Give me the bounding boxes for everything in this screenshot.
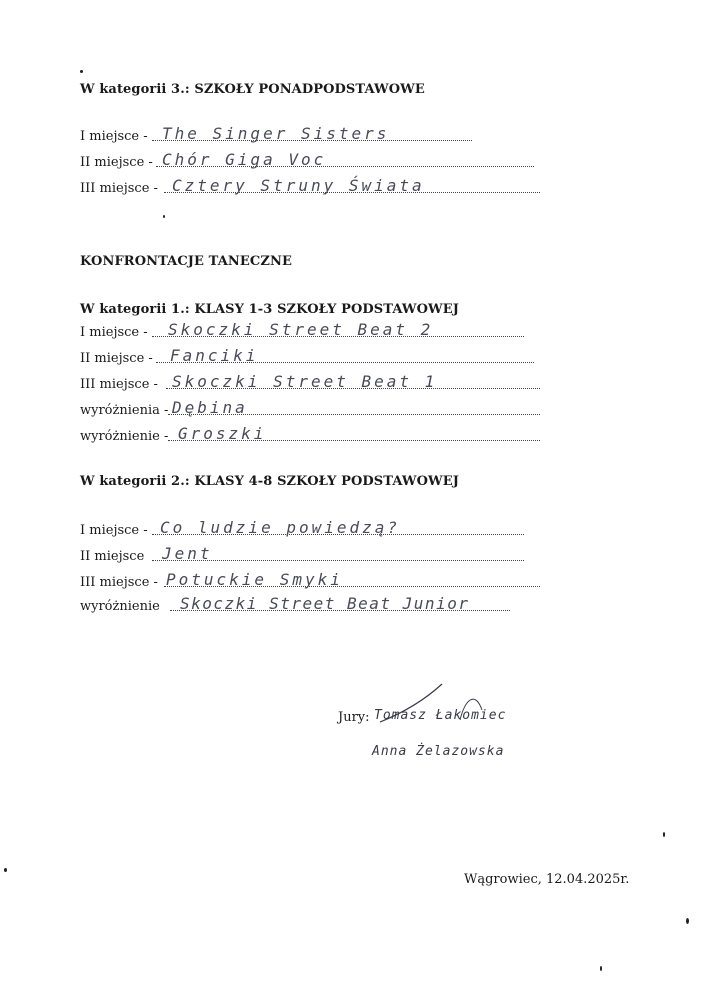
handwritten-entry: Skoczki Street Beat 2 (168, 320, 434, 339)
scan-speck (80, 70, 83, 73)
row-label: II miejsce - (80, 155, 153, 170)
row-label: wyróżnienie - (80, 429, 169, 444)
row-label: I miejsce - (80, 129, 148, 144)
jury-label: Jury: (338, 710, 370, 725)
handwritten-entry: Skoczki Street Beat 1 (172, 372, 438, 391)
signature-2: Anna Żelazowska (372, 744, 505, 759)
dance1-row-5 (80, 424, 550, 444)
handwritten-entry: Cztery Struny Świata (172, 176, 425, 195)
handwritten-entry: Fanciki (170, 346, 259, 365)
scan-speck (686, 918, 689, 924)
scan-speck (663, 832, 665, 837)
dance1-row-2 (80, 346, 550, 366)
signature-1: Tomasz Łakomiec (374, 708, 507, 723)
dance2-heading: W kategorii 2.: KLASY 4-8 SZKOŁY PODSTAWOWEJ (80, 474, 459, 489)
dance1-row-4 (80, 398, 550, 418)
handwritten-entry: Chór Giga Voc (162, 150, 327, 169)
row-label: II miejsce - (80, 351, 153, 366)
dance1-heading: W kategorii 1.: KLASY 1-3 SZKOŁY PODSTAWOWEJ (80, 302, 459, 317)
handwritten-entry: The Singer Sisters (162, 124, 390, 143)
dance2-row-2 (80, 544, 550, 564)
row-label: II miejsce (80, 549, 145, 564)
scan-speck (600, 966, 602, 971)
cat3-row-1 (80, 124, 550, 144)
dance1-row-3 (80, 372, 550, 392)
handwritten-entry: Skoczki Street Beat Junior (180, 594, 470, 613)
row-label: wyróżnienia - (80, 403, 169, 418)
handwritten-entry: Co ludzie powiedzą? (160, 518, 401, 537)
row-label: III miejsce - (80, 377, 158, 392)
row-label: wyróżnienie (80, 599, 160, 614)
dance-section-title: KONFRONTACJE TANECZNE (80, 254, 292, 269)
dance2-row-3 (80, 570, 550, 590)
row-label: I miejsce - (80, 325, 148, 340)
handwritten-entry: Jent (162, 544, 213, 563)
dance2-row-1 (80, 518, 550, 538)
handwritten-entry: Potuckie Smyki (166, 570, 343, 589)
dance1-row-1 (80, 320, 550, 340)
cat3-row-3 (80, 176, 550, 196)
scan-speck (163, 215, 165, 218)
cat3-row-2 (80, 150, 550, 170)
row-label: I miejsce - (80, 523, 148, 538)
row-label: III miejsce - (80, 575, 158, 590)
handwritten-entry: Dębina (172, 398, 248, 417)
scan-speck (4, 868, 7, 872)
dance2-row-4 (80, 594, 550, 614)
cat3-heading: W kategorii 3.: SZKOŁY PONADPODSTAWOWE (80, 82, 425, 97)
row-label: III miejsce - (80, 181, 158, 196)
place-date: Wągrowiec, 12.04.2025r. (464, 872, 630, 887)
handwritten-entry: Groszki (178, 424, 267, 443)
